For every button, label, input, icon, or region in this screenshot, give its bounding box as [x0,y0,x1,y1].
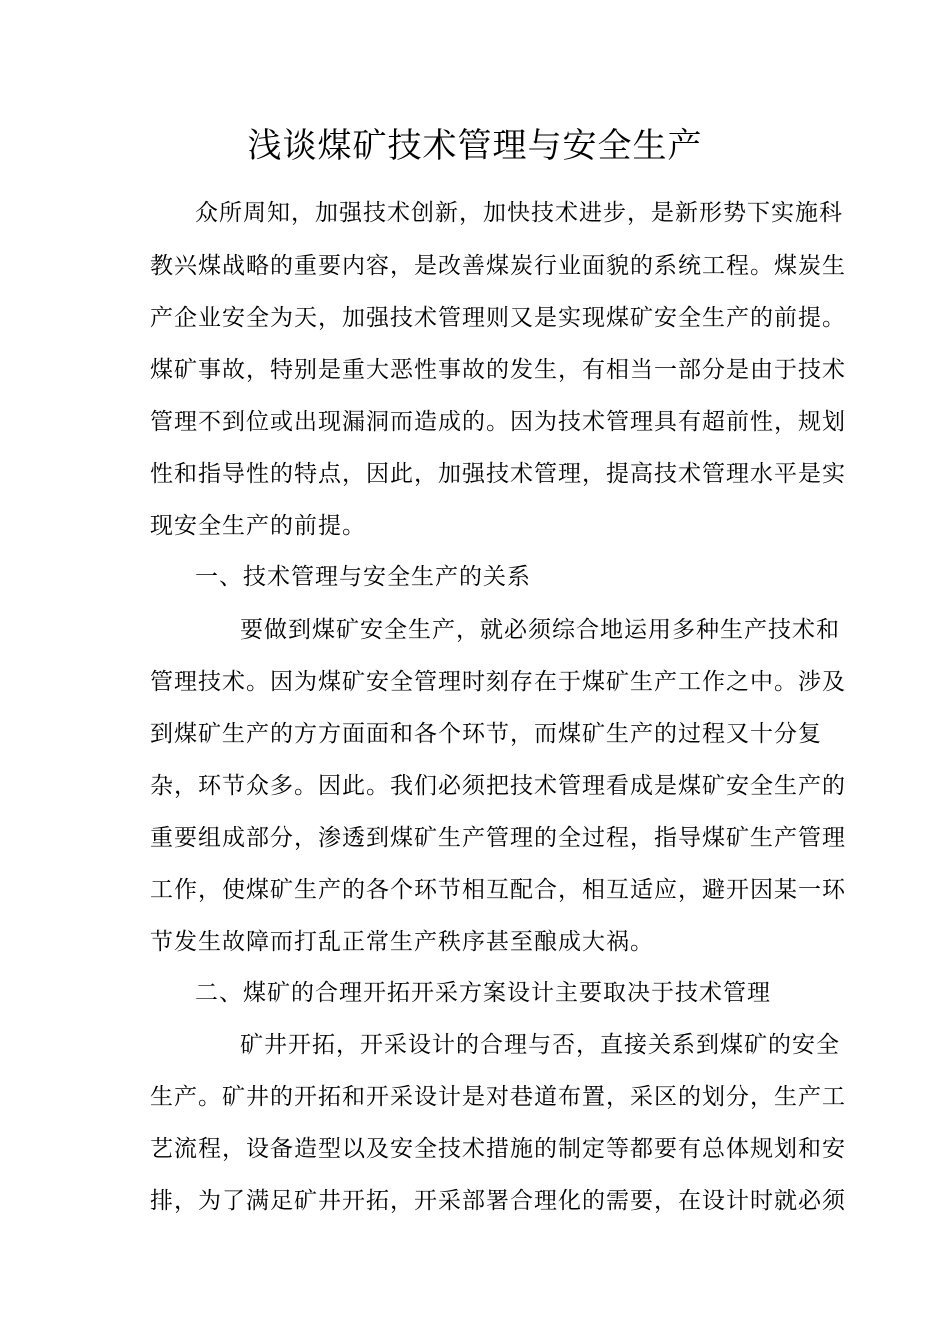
paragraph-line: 杂，环节众多。因此。我们必须把技术管理看成是煤矿安全生产的 [150,773,846,799]
section-heading: 一、技术管理与安全生产的关系 [195,564,531,590]
paragraph-line: 管理不到位或出现漏洞而造成的。因为技术管理具有超前性，规划 [150,409,846,435]
document-title: 浅谈煤矿技术管理与安全生产 [247,126,703,166]
paragraph-line: 重要组成部分，渗透到煤矿生产管理的全过程，指导煤矿生产管理 [150,825,846,851]
paragraph-line: 艺流程，设备造型以及安全技术措施的制定等都要有总体规划和安 [150,1136,846,1162]
paragraph-line: 产企业安全为天，加强技术管理则又是实现煤矿安全生产的前提。 [150,305,846,331]
paragraph-line: 到煤矿生产的方方面面和各个环节，而煤矿生产的过程又十分复 [150,721,822,747]
paragraph-line: 教兴煤战略的重要内容，是改善煤炭行业面貌的系统工程。煤炭生 [150,253,846,279]
paragraph-line: 要做到煤矿安全生产，就必须综合地运用多种生产技术和 [240,617,840,643]
section-heading: 二、煤矿的合理开拓开采方案设计主要取决于技术管理 [195,980,771,1006]
paragraph-line: 众所周知，加强技术创新，加快技术进步，是新形势下实施科 [195,200,843,226]
paragraph-line: 现安全生产的前提。 [150,513,366,539]
paragraph-line: 性和指导性的特点，因此，加强技术管理，提高技术管理水平是实 [150,461,846,487]
paragraph-line: 管理技术。因为煤矿安全管理时刻存在于煤矿生产工作之中。涉及 [150,669,846,695]
paragraph-line: 工作，使煤矿生产的各个环节相互配合，相互适应，避开因某一环 [150,877,846,903]
paragraph-line: 排，为了满足矿井开拓，开采部署合理化的需要，在设计时就必须 [150,1188,846,1214]
paragraph-line: 生产。矿井的开拓和开采设计是对巷道布置，采区的划分，生产工 [150,1084,846,1110]
paragraph-line: 煤矿事故，特别是重大恶性事故的发生，有相当一部分是由于技术 [150,357,846,383]
paragraph-line: 矿井开拓，开采设计的合理与否，直接关系到煤矿的安全 [240,1032,840,1058]
paragraph-line: 节发生故障而打乱正常生产秩序甚至酿成大祸。 [150,929,654,955]
